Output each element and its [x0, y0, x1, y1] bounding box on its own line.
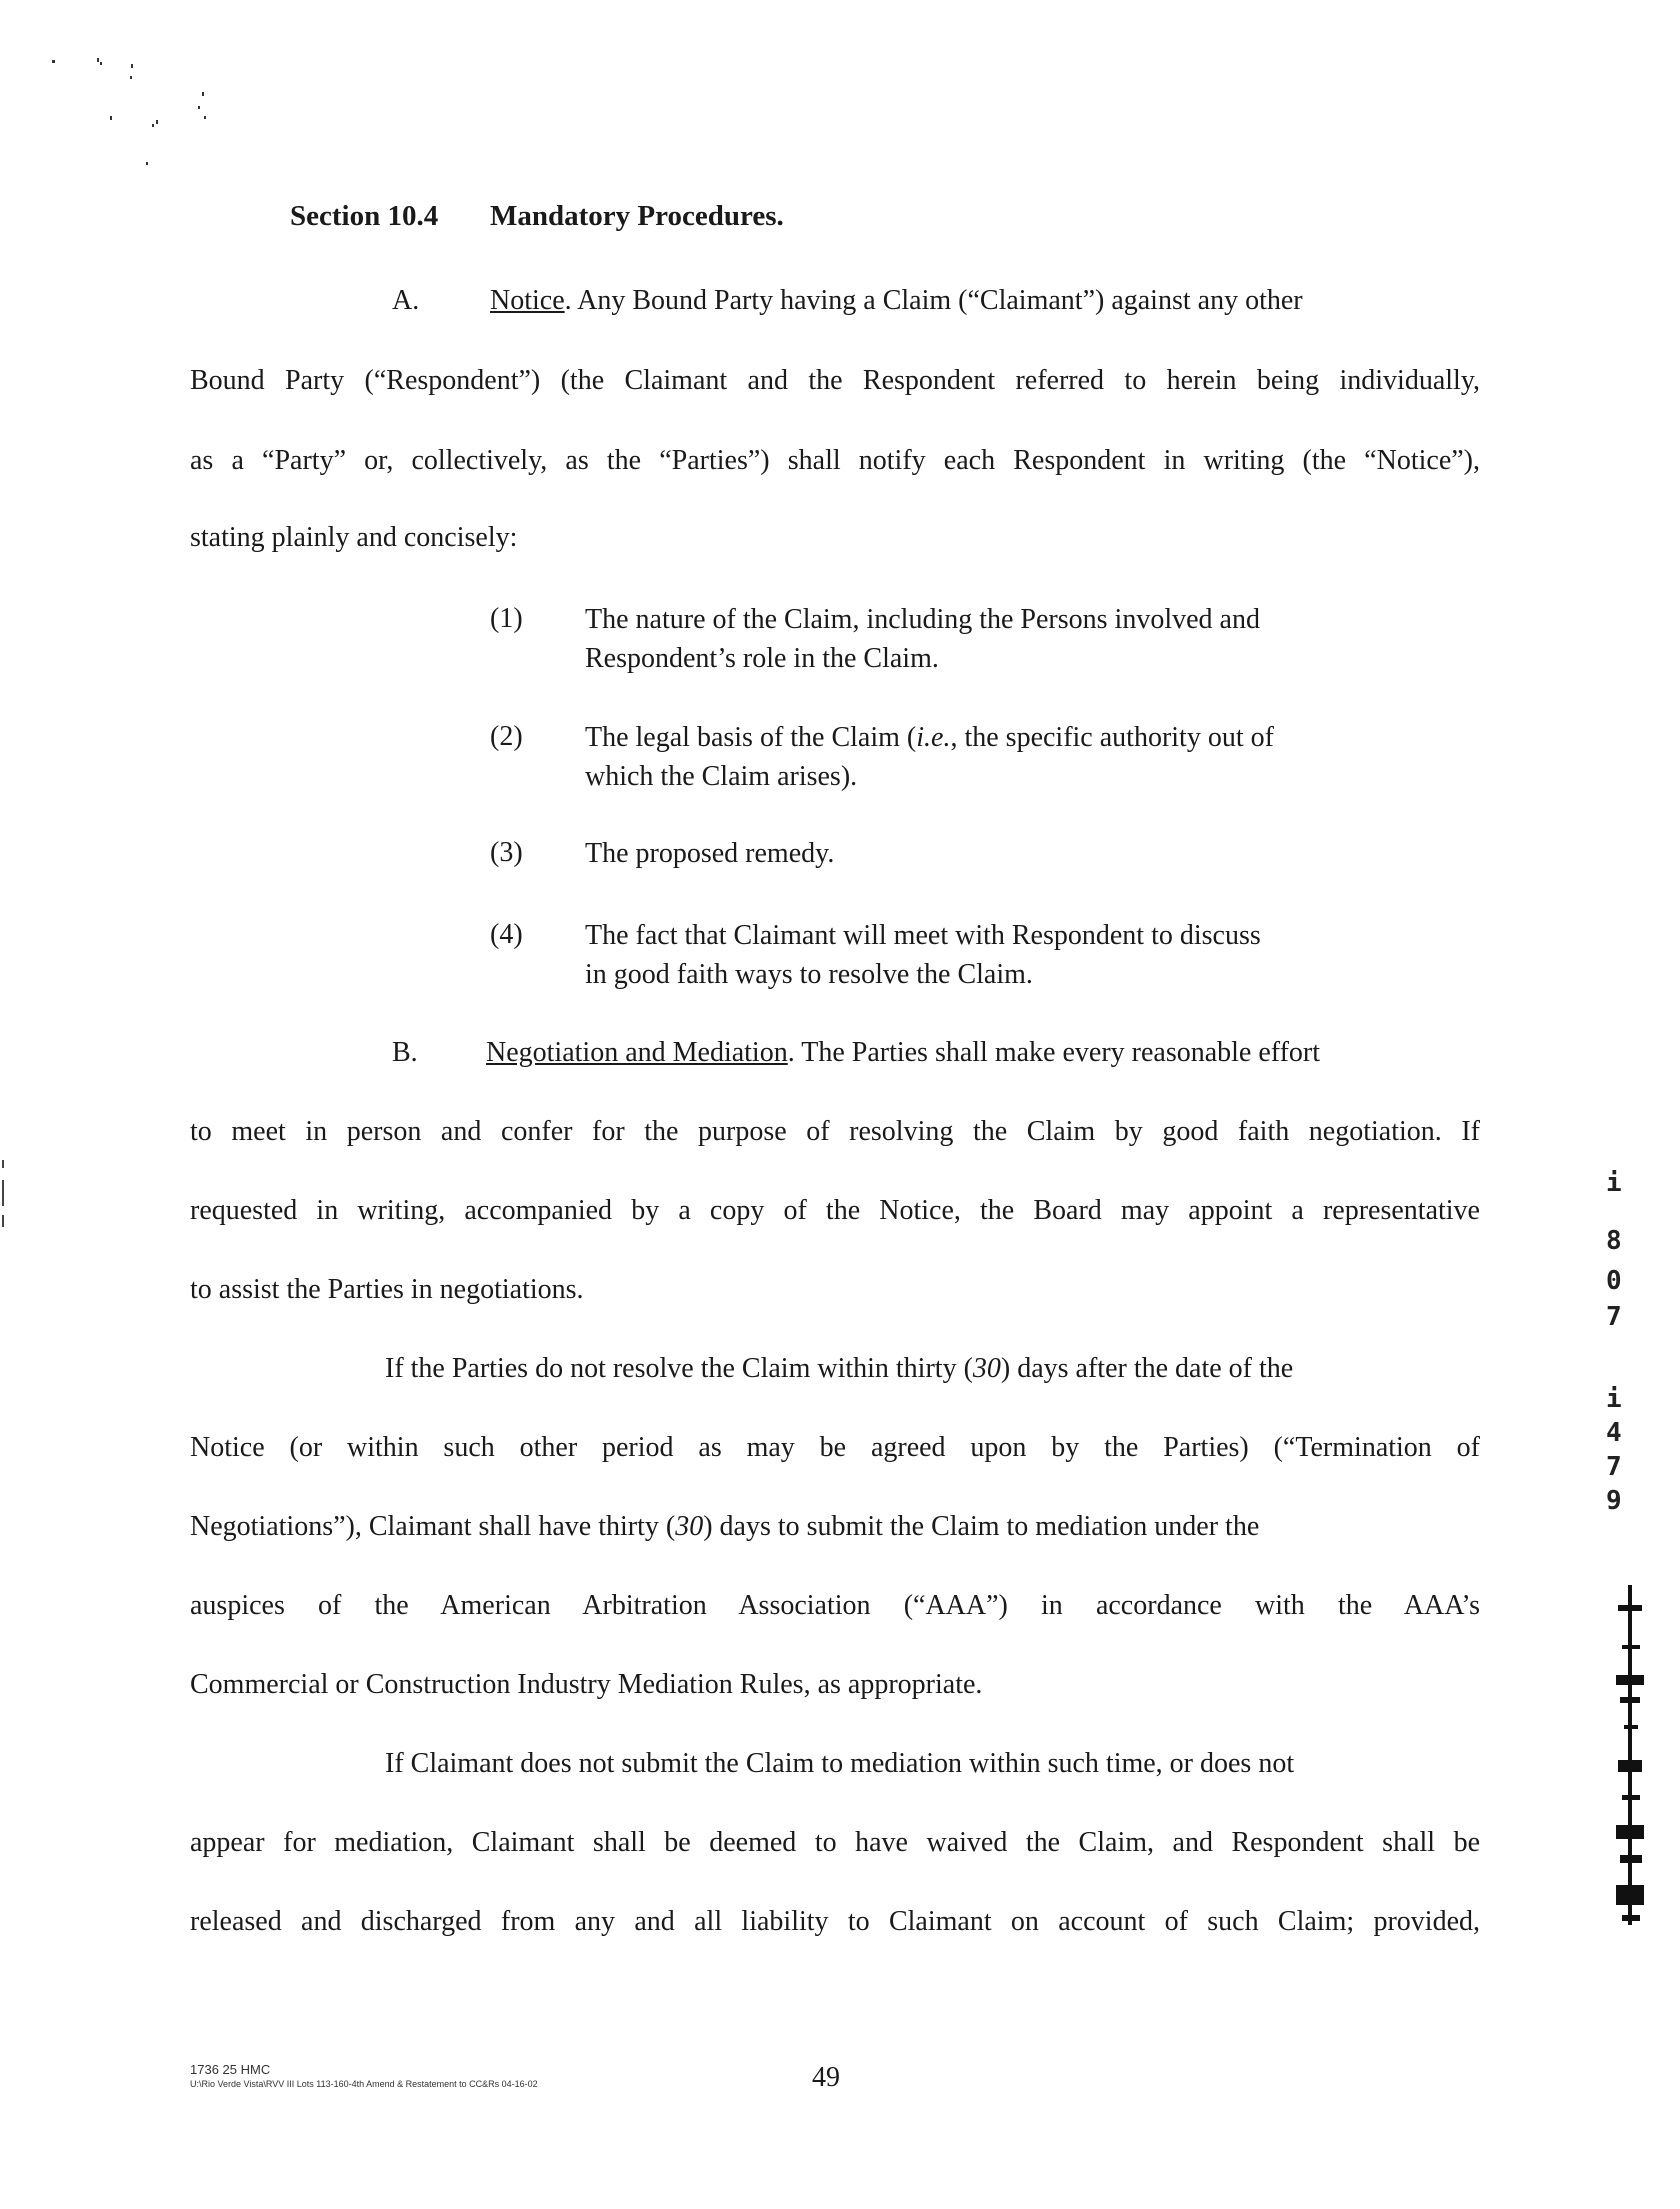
scan-mark	[2, 1215, 4, 1227]
list-item-number: (2)	[490, 721, 523, 752]
stamp-digit: 8	[1606, 1226, 1622, 1256]
subsection-a-line-2: Bound Party (“Respondent”) (the Claimant and the Respondent referred to herein being individually,	[190, 365, 1480, 396]
subsection-b-line-2: to meet in person and confer for the purpose of resolving the Claim by good faith negotiation. If	[190, 1116, 1480, 1147]
subsection-a-line-4: stating plainly and concisely:	[190, 522, 518, 553]
paragraph-2-line-4: auspices of the American Arbitration Association (“AAA”) in accordance with the AAA’s	[190, 1590, 1480, 1621]
list-item-text: The nature of the Claim, including the Persons involved and Respondent’s role in the Claim.	[585, 604, 1260, 674]
scan-mark	[2, 1180, 4, 1206]
list-item-number: (3)	[490, 837, 523, 868]
paragraph-2-line-3: Negotiations”), Claimant shall have thirty (30) days to submit the Claim to mediation under the	[190, 1511, 1260, 1542]
paragraph-3-line-1: If Claimant does not submit the Claim to mediation within such time, or does not	[385, 1748, 1295, 1779]
stamp-digit: i	[1606, 1384, 1622, 1414]
subsection-b-heading: Negotiation and Mediation	[486, 1037, 788, 1068]
page-number: 49	[812, 2062, 840, 2093]
subsection-b-line-4: to assist the Parties in negotiations.	[190, 1274, 584, 1305]
footer-code: 1736 25 HMC	[190, 2062, 271, 2077]
paragraph-3-line-2: appear for mediation, Claimant shall be deemed to have waived the Claim, and Respondent shall be	[190, 1827, 1480, 1858]
stamp-digit: 4	[1606, 1418, 1622, 1448]
list-item-text: The legal basis of the Claim (i.e., the specific authority out of which the Claim arises).	[585, 722, 1274, 792]
section-heading	[290, 200, 784, 233]
section-title: Mandatory Procedures.	[490, 200, 784, 232]
footer-document-info	[190, 2063, 538, 2091]
stamp-digit: i	[1606, 1168, 1622, 1198]
scan-mark	[2, 1160, 4, 1168]
list-item-number: (4)	[490, 919, 523, 950]
paragraph-3-line-3: released and discharged from any and all liability to Claimant on account of such Claim; provided,	[190, 1906, 1480, 1937]
subsection-a-line-1-text: . Any Bound Party having a Claim (“Claimant”) against any other	[564, 285, 1303, 316]
list-item-number: (1)	[490, 603, 523, 634]
footer-path: U:\Rio Verde Vista\RVV III Lots 113-160-4th Amend & Restatement to CC&Rs 04-16-02	[190, 2079, 538, 2089]
subsection-a-letter: A.	[392, 285, 420, 316]
paragraph-2-line-1: If the Parties do not resolve the Claim within thirty (30) days after the date of the	[385, 1353, 1294, 1384]
stamp-digit: 7	[1606, 1302, 1622, 1332]
list-item-text: The fact that Claimant will meet with Respondent to discuss in good faith ways to resolve the Claim.	[585, 920, 1261, 990]
stamp-digit: 0	[1606, 1266, 1622, 1296]
stamp-digit: 7	[1606, 1452, 1622, 1482]
section-number: Section 10.4	[290, 200, 439, 232]
subsection-a-heading: Notice	[490, 285, 565, 316]
list-item-text: The proposed remedy.	[585, 838, 835, 869]
recording-barcode	[1612, 1585, 1648, 1925]
subsection-b-letter: B.	[392, 1037, 418, 1068]
stamp-digit: 9	[1606, 1486, 1622, 1516]
subsection-a-line-3: as a “Party” or, collectively, as the “Parties”) shall notify each Respondent in writing (the “Notice”),	[190, 445, 1480, 476]
paragraph-2-line-5: Commercial or Construction Industry Mediation Rules, as appropriate.	[190, 1669, 983, 1700]
subsection-b-line-1-text: . The Parties shall make every reasonable effort	[787, 1037, 1321, 1068]
subsection-b-line-3: requested in writing, accompanied by a copy of the Notice, the Board may appoint a representative	[190, 1195, 1480, 1226]
paragraph-2-line-2: Notice (or within such other period as may be agreed upon by the Parties) (“Termination of	[190, 1432, 1480, 1463]
